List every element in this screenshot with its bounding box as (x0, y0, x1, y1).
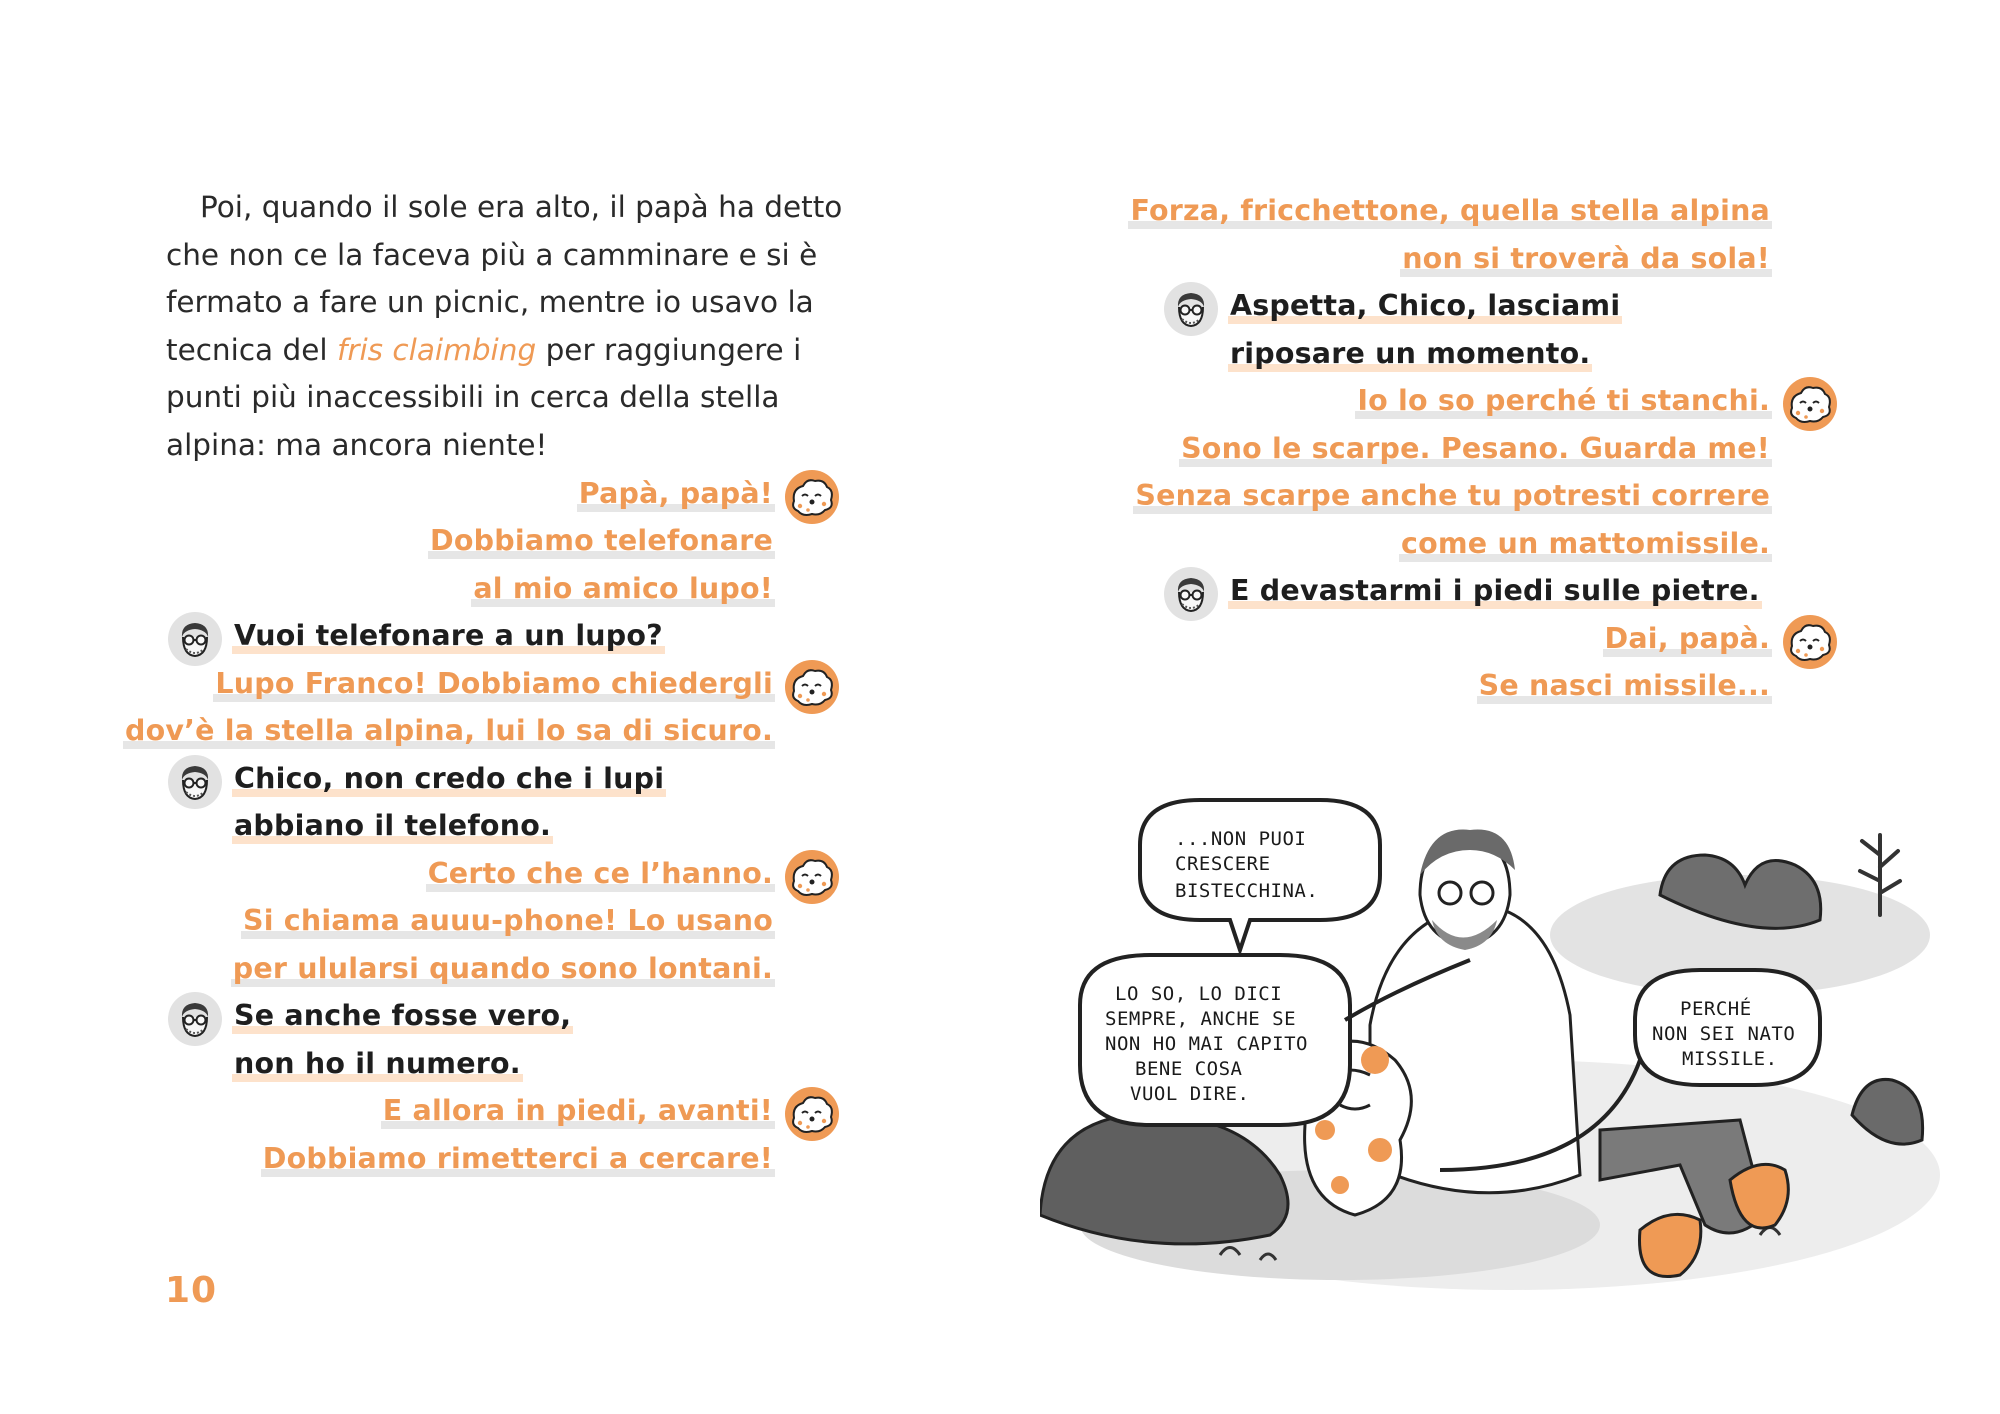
papa-line: Aspetta, Chico, lasciami (1230, 289, 1621, 322)
dialogue-line (1000, 569, 2000, 617)
bubble-chico-text: LO SO, LO DICI SEMPRE, ANCHE SE NON HO MAI CAPITO BENE COSA VUOL DIRE. (1105, 983, 1308, 1105)
chico-avatar-icon (784, 659, 840, 715)
papa-avatar-icon (167, 611, 223, 667)
chico-line: Lupo Franco! Dobbiamo chiedergli (215, 667, 773, 700)
chico-spot (1315, 1120, 1335, 1140)
speech-bubble-papa (1140, 800, 1380, 950)
dialogue-line (0, 614, 1000, 662)
dialogue-line (1000, 237, 2000, 285)
chico-line: come un mattomissile. (1401, 527, 1770, 560)
narration-tail: per raggiungere i punti più inaccessibili in cerca della stella alpina: ma ancora niente! (166, 332, 802, 462)
chico-spot (1331, 1176, 1349, 1194)
chico-line: non si troverà da sola! (1402, 242, 1770, 275)
dialogue-line (0, 567, 1000, 615)
papa-line: Chico, non credo che i lupi (234, 762, 665, 795)
chico-line: Se nasci missile... (1478, 669, 1770, 702)
chico-line: Sono le scarpe. Pesano. Guarda me! (1181, 432, 1770, 465)
chico-line: dov’è la stella alpina, lui lo sa di sicuro. (124, 714, 773, 747)
dialogue-line (0, 709, 1000, 757)
chico-line: Senza scarpe anche tu potresti correre (1135, 479, 1770, 512)
bubble-papa-text: ...NON PUOI CRESCERE BISTECCHINA. (1175, 828, 1319, 902)
papa-avatar-icon (167, 754, 223, 810)
papa-avatar-icon (167, 991, 223, 1047)
dialogue-line (0, 947, 1000, 995)
dialogue-line (1000, 284, 2000, 332)
chico-line: per ulularsi quando sono lontani. (232, 952, 773, 985)
bubble-missile-text: PERCHÉ NON SEI NATO MISSILE. (1652, 998, 1796, 1070)
papa-line: riposare un momento. (1230, 337, 1591, 370)
dialogue-line (1000, 427, 2000, 475)
chico-line: Certo che ce l’hanno. (427, 857, 773, 890)
chico-line: E allora in piedi, avanti! (382, 1094, 773, 1127)
chico-line: Forza, fricchettone, quella stella alpina (1130, 194, 1770, 227)
papa-line: E devastarmi i piedi sulle pietre. (1230, 574, 1760, 607)
dialogue-line (0, 804, 1000, 852)
dialogue-line (1000, 474, 2000, 522)
papa-line: Vuoi telefonare a un lupo? (234, 619, 663, 652)
chico-line: Io lo so perché ti stanchi. (1357, 384, 1770, 417)
dialogue-line (0, 1137, 1000, 1185)
papa-avatar-icon (1163, 566, 1219, 622)
chico-line: Si chiama auuu-phone! Lo usano (242, 904, 773, 937)
narration-italic: fris claimbing (336, 332, 537, 367)
chico-avatar-icon (1782, 614, 1838, 670)
dialogue-line (1000, 379, 2000, 427)
dialogue-line (0, 852, 1000, 900)
dialogue-line (1000, 664, 2000, 712)
dialogue-line (0, 994, 1000, 1042)
chico-line: Dai, papà. (1604, 622, 1770, 655)
chico-avatar-icon (784, 1086, 840, 1142)
dialogue-line (0, 757, 1000, 805)
chico-line: al mio amico lupo! (473, 572, 773, 605)
dialogue-line (1000, 617, 2000, 665)
dialogue-line (0, 1042, 1000, 1090)
chico-spot (1368, 1138, 1392, 1162)
dialogue-line (0, 472, 1000, 520)
chico-avatar-icon (784, 849, 840, 905)
dialogue-line (0, 899, 1000, 947)
dialogue-line (1000, 189, 2000, 237)
papa-avatar-icon (1163, 281, 1219, 337)
chico-spot (1361, 1046, 1389, 1074)
chico-line: Dobbiamo rimetterci a cercare! (262, 1142, 773, 1175)
page-number: 10 (165, 1270, 218, 1311)
dialogue-line (0, 662, 1000, 710)
papa-line: non ho il numero. (234, 1047, 521, 1080)
dialogue-line (1000, 332, 2000, 380)
chico-avatar-icon (784, 469, 840, 525)
resting-scene-illustration (1040, 775, 1940, 1295)
dialogue-line (0, 519, 1000, 567)
chico-line: Dobbiamo telefonare (430, 524, 773, 557)
illustration (1040, 775, 1940, 1295)
papa-line: abbiano il telefono. (234, 809, 552, 842)
narration-lead: Poi, quando il sole era alto, il papà ha detto che non ce la faceva più a camminare e si è fermato a fare un picnic, mentre io usavo la tecnica del (166, 190, 843, 367)
dialogue-line (0, 1089, 1000, 1137)
papa-line: Se anche fosse vero, (234, 999, 572, 1032)
narration-paragraph (166, 184, 846, 469)
dialogue-line (1000, 522, 2000, 570)
chico-line: Papà, papà! (578, 477, 773, 510)
chico-avatar-icon (1782, 376, 1838, 432)
